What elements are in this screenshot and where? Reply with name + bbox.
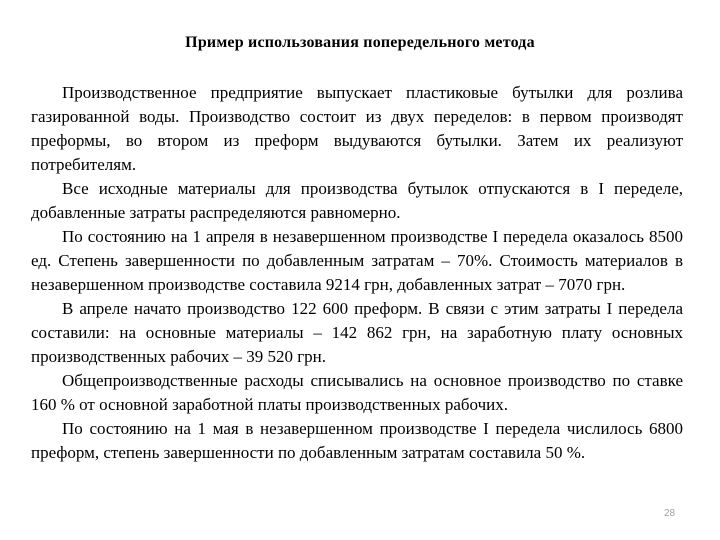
paragraph-april-production: В апреле начато производство 122 600 преформ. В связи с этим затраты I передела составили: на основные материалы – 142 862 грн, на заработную плату основных производственных рабочих – 39 520 грн. xyxy=(31,299,683,366)
page-number: 28 xyxy=(664,508,676,519)
paragraph-overhead: Общепроизводственные расходы списывались на основное производство по ставке 160 % от основной заработной платы производственных рабочих. xyxy=(31,371,683,414)
paragraph-may-wip: По состоянию на 1 мая в незавершенном производстве I передела числилось 6800 преформ, степень завершенности по добавленным затратам составила 50 %. xyxy=(31,419,683,462)
paragraph-intro: Производственное предприятие выпускает пластиковые бутылки для розлива газированной воды. Производство состоит из двух переделов: в первом производят преформы, во втором из преформ выдуваются бутылки. Затем их реализуют потребителям. xyxy=(31,83,683,174)
paragraph-materials: Все исходные материалы для производства бутылок отпускаются в I переделе, добавленные затраты распределяются равномерно. xyxy=(31,179,683,222)
paragraph-april-wip: По состоянию на 1 апреля в незавершенном производстве I передела оказалось 8500 ед. Степень завершенности по добавленным затратам – 70%. Стоимость материалов в незавершенном производстве составила 9214 грн, добавленных затрат – 7070 грн. xyxy=(31,227,683,294)
slide-title: Пример использования попередельного метода xyxy=(185,34,535,51)
slide-body xyxy=(31,81,683,465)
